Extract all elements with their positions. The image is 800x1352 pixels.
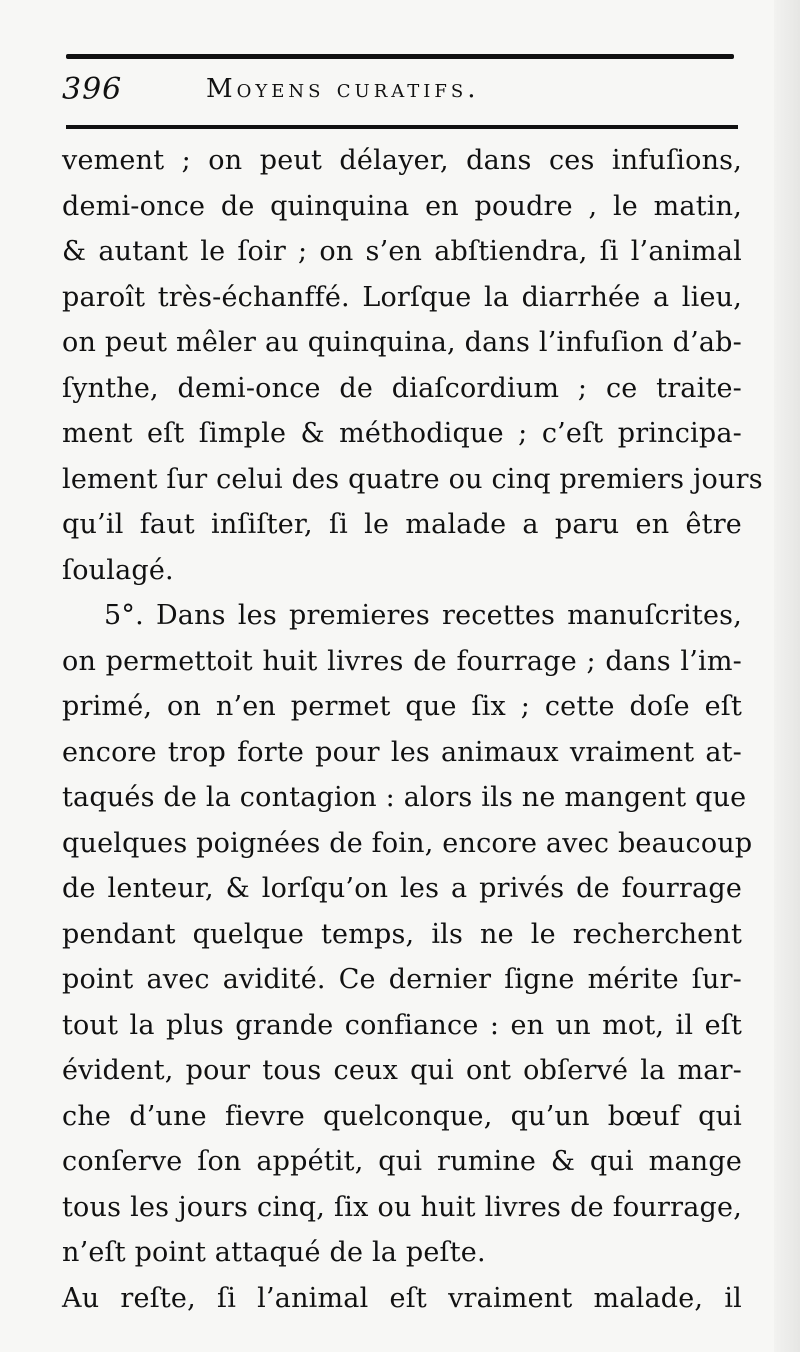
text-line: pendant quelque temps, ils ne le recherchent <box>62 918 742 950</box>
text-line: quelques poignées de foin, encore avec beaucoup <box>62 827 753 859</box>
top-rule <box>66 54 734 59</box>
page-edge-shadow <box>774 0 800 1352</box>
text-line-paragraph-start: Au reſte, ſi l’animal eſt vraiment malade, il <box>62 1282 742 1314</box>
text-line: ſynthe, demi-once de diaſcordium ; ce traite- <box>62 372 742 404</box>
text-line-paragraph-end: ſoulagé. <box>62 554 174 586</box>
text-line: primé, on n’en permet que ſix ; cette doſe eſt <box>62 691 742 722</box>
text-line: qu’il faut inſiſter, ſi le malade a paru en être <box>62 509 742 540</box>
text-line: taqués de la contagion : alors ils ne mangent que <box>62 782 747 813</box>
text-line: ment eſt ſimple & méthodique ; c’eſt principa- <box>62 418 742 449</box>
text-line-paragraph-start: 5°. Dans les premieres recettes manuſcrites, <box>104 600 742 631</box>
text-line: lement ſur celui des quatre ou cinq premiers jours <box>62 463 763 495</box>
text-line: che d’une fievre quelconque, qu’un bœuf qui <box>62 1100 742 1132</box>
body-text <box>62 138 763 1321</box>
text-line: paroît très-échanffé. Lorſque la diarrhée a lieu, <box>62 281 742 313</box>
text-line: conſerve ſon appétit, qui rumine & qui mange <box>62 1146 742 1177</box>
text-line: on peut mêler au quinquina, dans l’infuſion d’ab- <box>62 327 742 358</box>
text-line: vement ; on peut délayer, dans ces infuſions, <box>62 145 742 176</box>
text-line: encore trop forte pour les animaux vraiment at- <box>62 736 742 768</box>
text-line: & autant le ſoir ; on s’en abſtiendra, ſi l’animal <box>62 236 742 267</box>
running-head: Moyens curatifs. <box>206 74 480 104</box>
text-line: demi-once de quinquina en poudre , le matin, <box>62 190 742 222</box>
text-line: évident, pour tous ceux qui ont obſervé la mar- <box>62 1055 742 1086</box>
text-line: tous les jours cinq, ſix ou huit livres de fourrage, <box>62 1191 742 1223</box>
text-line: tout la plus grande confiance : en un mot, il eſt <box>62 1009 742 1041</box>
text-line: on permettoit huit livres de fourrage ; dans l’im- <box>62 645 742 677</box>
page-number: 396 <box>62 72 123 107</box>
header-rule <box>66 125 738 129</box>
text-line: point avec avidité. Ce dernier ſigne mérite ſur- <box>62 964 742 995</box>
page-header <box>62 72 734 112</box>
text-line: de lenteur, & lorſqu’on les a privés de fourrage <box>62 873 742 904</box>
text-line-paragraph-end: n’eſt point attaqué de la peſte. <box>62 1237 486 1268</box>
